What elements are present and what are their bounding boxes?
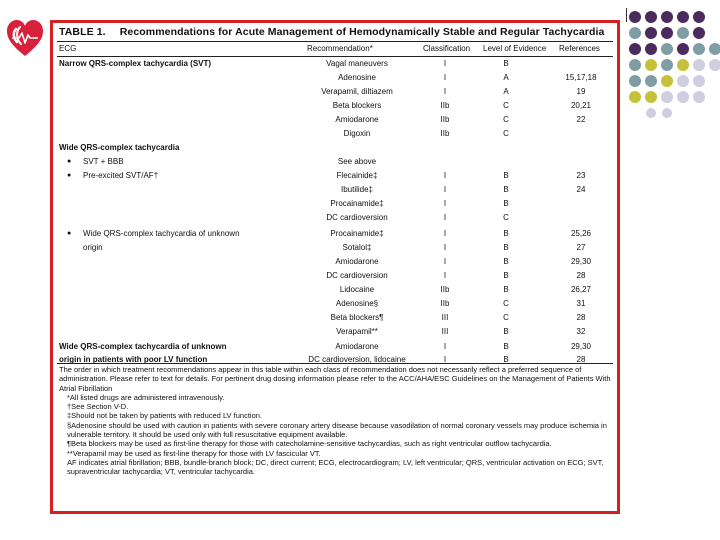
dot-row-5 <box>629 75 705 87</box>
footnote: †See Section V-D. <box>67 402 129 412</box>
level-of-evidence-cell: B <box>503 199 509 208</box>
recommendation-cell: See above <box>337 157 377 166</box>
recommendation-cell: Procainamide‡ <box>330 199 384 208</box>
header-level-of-evidence: Level of Evidence <box>483 44 547 53</box>
level-of-evidence-cell: B <box>503 59 509 68</box>
ecg-cell: origin <box>83 243 103 252</box>
ecg-cell <box>69 170 159 182</box>
ecg-cell: Narrow QRS-complex tachycardia (SVT) <box>59 59 212 68</box>
references-cell: 20,21 <box>570 101 592 110</box>
recommendation-cell: Amiodarone <box>335 257 379 266</box>
classification-cell: I <box>443 185 447 194</box>
table-title <box>59 26 604 38</box>
footnote: ¶Beta blockers may be used as first-line therapy for those with catecholamine-sensitive tachycardias, such as right ventricular outflow tachycardia. <box>67 439 552 449</box>
header-rule <box>57 56 613 57</box>
footnote: *All listed drugs are administered intravenously. <box>67 392 225 402</box>
level-of-evidence-cell: B <box>503 243 509 252</box>
dot-row-1 <box>629 11 705 23</box>
table-row <box>53 114 617 126</box>
references-cell: 28 <box>576 313 586 322</box>
references-cell: 15,17,18 <box>565 73 597 82</box>
recommendation-cell: Sotalol‡ <box>342 243 372 252</box>
table-frame <box>50 20 620 514</box>
level-of-evidence-cell: B <box>503 355 509 364</box>
level-of-evidence-cell: C <box>503 313 509 322</box>
header-references: References <box>559 44 600 53</box>
references-cell: 29,30 <box>570 257 592 266</box>
classification-cell: I <box>443 229 447 238</box>
references-cell: 24 <box>576 185 586 194</box>
table-row <box>53 142 617 154</box>
recommendation-cell: Procainamide‡ <box>330 229 384 238</box>
references-cell: 19 <box>576 87 586 96</box>
footnote: **Verapamil may be used as first-line therapy for those with LV fascicular VT. <box>67 448 321 458</box>
table-row <box>53 184 617 196</box>
classification-cell: IIb <box>440 129 450 138</box>
decorative-dot-grid <box>626 8 720 118</box>
table-footnotes <box>59 365 615 477</box>
footnote: §Adenosine should be used with caution in patients with severe coronary artery disease because vasodilation of normal coronary vessels may produce ischemia in vulnerable territory. It should be used only with full resuscitative equipment available. <box>67 420 607 440</box>
classification-cell: IIb <box>440 101 450 110</box>
level-of-evidence-cell: A <box>503 87 509 96</box>
classification-cell: III <box>441 327 449 336</box>
footnote: ‡Should not be taken by patients with reduced LV function. <box>67 411 262 421</box>
recommendation-cell: Verapamil** <box>336 327 378 336</box>
table-row <box>53 212 617 224</box>
references-cell: 23 <box>576 171 586 180</box>
recommendation-cell: Verapamil, diltiazem <box>321 87 393 96</box>
dot-row-2 <box>629 27 705 39</box>
table-row <box>53 170 617 182</box>
table-row <box>53 86 617 98</box>
level-of-evidence-cell: A <box>503 73 509 82</box>
table-row <box>53 270 617 282</box>
level-of-evidence-cell: B <box>503 342 509 351</box>
level-of-evidence-cell: B <box>503 257 509 266</box>
recommendation-cell: Adenosine§ <box>335 299 379 308</box>
ecg-cell: Wide QRS-complex tachycardia <box>59 143 180 152</box>
level-of-evidence-cell: B <box>503 185 509 194</box>
references-cell: 31 <box>576 299 586 308</box>
table-row <box>53 72 617 84</box>
level-of-evidence-cell: C <box>503 129 509 138</box>
classification-cell: I <box>443 355 447 364</box>
header-classification: Classification <box>423 44 471 53</box>
footer-rule <box>57 363 613 364</box>
table-row <box>53 298 617 310</box>
table-row <box>53 100 617 112</box>
classification-cell: I <box>443 257 447 266</box>
recommendation-cell: Digoxin <box>343 129 371 138</box>
recommendation-cell: Flecainide‡ <box>336 171 378 180</box>
level-of-evidence-cell: C <box>503 101 509 110</box>
references-cell: 22 <box>576 115 586 124</box>
dot-row-6 <box>629 91 705 103</box>
level-of-evidence-cell: B <box>503 229 509 238</box>
references-cell: 32 <box>576 327 586 336</box>
ecg-cell-text: Wide QRS-complex tachycardia of unknown <box>83 229 240 238</box>
recommendation-cell: Beta blockers¶ <box>330 313 384 322</box>
footnote: AF indicates atrial fibrillation; BBB, bundle-branch block; DC, direct current; ECG, electrocardiogram; LV, left ventricular; QRS, ventricular activation on ECG; SVT, supraventricular tachycardia; VT, ventricular tachycardia. <box>67 457 604 477</box>
classification-cell: IIb <box>440 299 450 308</box>
references-cell: 29,30 <box>570 342 592 351</box>
references-cell: 28 <box>576 271 586 280</box>
table-row <box>53 284 617 296</box>
classification-cell: I <box>443 199 447 208</box>
recommendation-cell: DC cardioversion, lidocaine <box>308 355 406 364</box>
heart-logo-icon <box>4 16 46 60</box>
table-row <box>53 58 617 70</box>
footnote: The order in which treatment recommendations appear in this table within each class of recommendation does not necessarily reflect a preferred sequence of administration. Please refer to text for details. For pertinent drug dosing information please refer to the ACC/AHA/ESC Guidelines on the Management of Patients With Atrial Fibrillation <box>59 365 611 393</box>
classification-cell: I <box>443 342 447 351</box>
recommendation-cell: Lidocaine <box>339 285 375 294</box>
ecg-cell-text: Pre-excited SVT/AF† <box>83 171 159 180</box>
level-of-evidence-cell: B <box>503 285 509 294</box>
dot-row-3 <box>629 43 720 55</box>
classification-cell: I <box>443 243 447 252</box>
table-row <box>53 198 617 210</box>
table-row <box>53 156 617 168</box>
table-row <box>53 128 617 140</box>
recommendation-cell: Vagal maneuvers <box>326 59 388 68</box>
table-number: TABLE 1. <box>59 26 106 38</box>
level-of-evidence-cell: B <box>503 271 509 280</box>
references-cell: 26,27 <box>570 285 592 294</box>
level-of-evidence-cell: B <box>503 171 509 180</box>
classification-cell: IIb <box>440 115 450 124</box>
classification-cell: I <box>443 171 447 180</box>
references-cell: 25,26 <box>570 229 592 238</box>
recommendation-cell: Ibutilide‡ <box>340 185 374 194</box>
table-row <box>53 228 617 240</box>
ecg-cell <box>69 228 240 240</box>
ecg-cell: origin in patients with poor LV function <box>59 355 208 364</box>
dot-row-4 <box>629 59 720 71</box>
classification-cell: III <box>441 313 449 322</box>
ecg-cell-text: SVT + BBB <box>83 157 124 166</box>
recommendation-cell: DC cardioversion <box>326 271 388 280</box>
recommendation-cell: Beta blockers <box>332 101 382 110</box>
recommendation-cell: DC cardioversion <box>326 213 388 222</box>
classification-cell: I <box>443 87 447 96</box>
classification-cell: I <box>443 59 447 68</box>
level-of-evidence-cell: C <box>503 213 509 222</box>
recommendation-cell: Amiodarone <box>335 342 379 351</box>
header-recommendation: Recommendation* <box>307 44 373 53</box>
table-row <box>53 312 617 324</box>
ecg-cell <box>69 156 124 168</box>
table-title-text: Recommendations for Acute Management of Hemodynamically Stable and Regular Tachycardia <box>119 26 605 38</box>
table-row <box>53 341 617 353</box>
recommendation-cell: Amiodarone <box>335 115 379 124</box>
table-row <box>53 326 617 338</box>
level-of-evidence-cell: C <box>503 299 509 308</box>
recommendation-cell: Adenosine <box>338 73 376 82</box>
title-rule <box>57 41 613 42</box>
classification-cell: I <box>443 271 447 280</box>
dot-row-7 <box>646 108 672 118</box>
ecg-cell: Wide QRS-complex tachycardia of unknown <box>59 342 227 351</box>
classification-cell: I <box>443 213 447 222</box>
header-ecg: ECG <box>59 44 77 53</box>
references-cell: 27 <box>576 243 586 252</box>
level-of-evidence-cell: C <box>503 115 509 124</box>
references-cell: 28 <box>576 355 586 364</box>
classification-cell: IIb <box>440 285 450 294</box>
table-row <box>53 256 617 268</box>
level-of-evidence-cell: B <box>503 327 509 336</box>
table-row <box>53 242 617 254</box>
classification-cell: I <box>443 73 447 82</box>
